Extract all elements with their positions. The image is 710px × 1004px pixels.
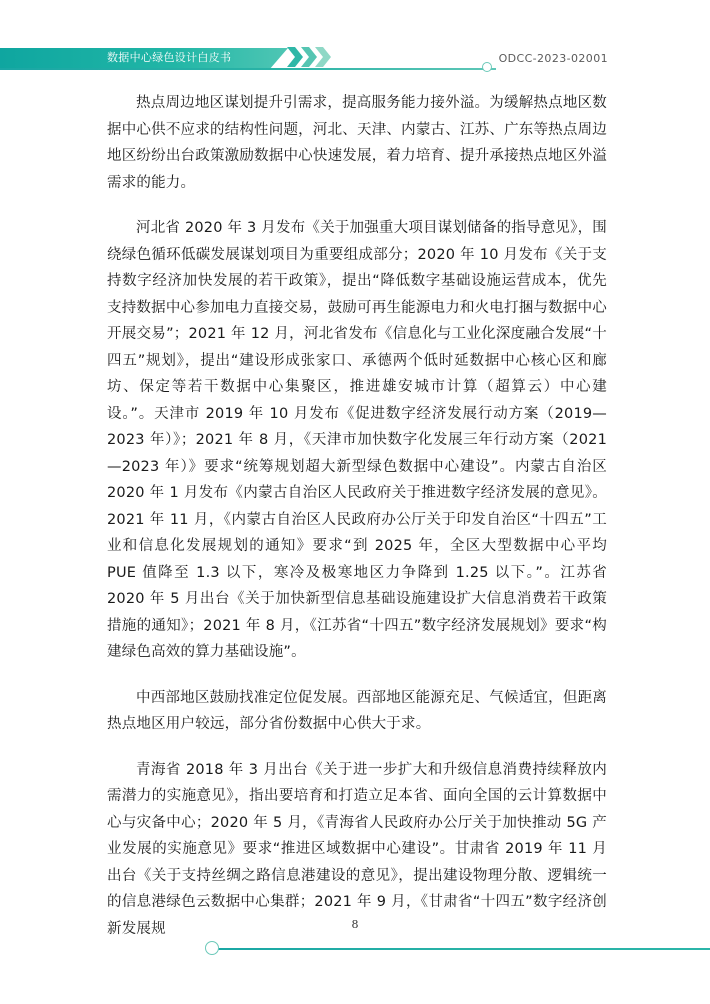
paragraph: 中西部地区鼓励找准定位促发展。西部地区能源充足、气候适宜，但距离热点地区用户较远，部分省份数据中心供大于求。 — [107, 689, 607, 732]
paragraph: 河北省 2020 年 3 月发布《关于加强重大项目谋划储备的指导意见》，围绕绿色循环低碳发展谋划项目为重要组成部分；2020 年 10 月发布《关于支持数字经济加快发展的若干政策》，提出“降低数字基础设施运营成本，优先支持数据中心参加电力直接交易，鼓励可再生能源电力和火电打捆与数据中心开展交易”；2021 年 12 月，河北省发布《信息化与工业化深度融合发展“十四五”规划》，提出“建设形成张家口、承德两个低时延数据中心核心区和廊坊、保定等若干数据中心集聚区，推进雄安城市计算（超算云）中心建设。”。天津市 2019 年 10 月发布《促进数字经济发展行动方案（2019—2023 年）》；2021 年 8 月，《天津市加快数字化发展三年行动方案（2021—2023 年）》要求“统筹规划超大新型绿色数据中心建设”。内蒙古自治区 2020 年 1 月发布《内蒙古自治区人民政府关于推进数字经济发展的意见》。2021 年 11 月，《内蒙古自治区人民政府办公厅关于印发自治区“十四五”工业和信息化发展规划的通知》要求“到 2025 年，全区大型数据中心平均 PUE 值降至 1.3 以下，寒冷及极寒地区力争降到 1.25 以下。”。江苏省 2020 年 5 月出台《关于加快新型信息基础设施建设扩大信息消费若干政策措施的通知》；2021 年 8 月，《江苏省“十四五”数字经济发展规划》要求“构建绿色高效的算力基础设施”。 — [107, 220, 607, 660]
footer-rule-dot — [205, 941, 219, 955]
document-code: ODCC-2023-02001 — [498, 52, 608, 65]
document-title: 数据中心绿色设计白皮书 — [107, 51, 232, 64]
header-rule — [0, 68, 496, 70]
paragraph: 青海省 2018 年 3 月出台《关于进一步扩大和升级信息消费持续释放内需潜力的实施意见》，指出要培育和打造立足本省、面向全国的云计算数据中心与灾备中心；2020 年 5 月，《青海省人民政府办公厅关于加快推动 5G 产业发展的实施意见》要求“推进区域数据中心建设”。甘肃省 2019 年 11 月出台《关于支持丝绸之路信息港建设的意见》，提出建设物理分散、逻辑统一的信息港绿色云数据中心集群；2021 年 9 月，《甘肃省“十四五”数字经济创新发展规 — [107, 761, 607, 937]
page-number: 8 — [351, 918, 359, 931]
footer-rule — [214, 948, 710, 950]
page-header — [0, 0, 710, 76]
chevron-decoration-icon — [285, 45, 337, 69]
header-rule-dot — [482, 62, 492, 72]
paragraph: 热点周边地区谋划提升引需求，提高服务能力接外溢。为缓解热点地区数据中心供不应求的结构性问题，河北、天津、内蒙古、江苏、广东等热点周边地区纷纷出台政策激励数据中心快速发展，着力培育、提升承接热点地区外溢需求的能力。 — [107, 95, 607, 191]
body-text — [107, 90, 607, 961]
